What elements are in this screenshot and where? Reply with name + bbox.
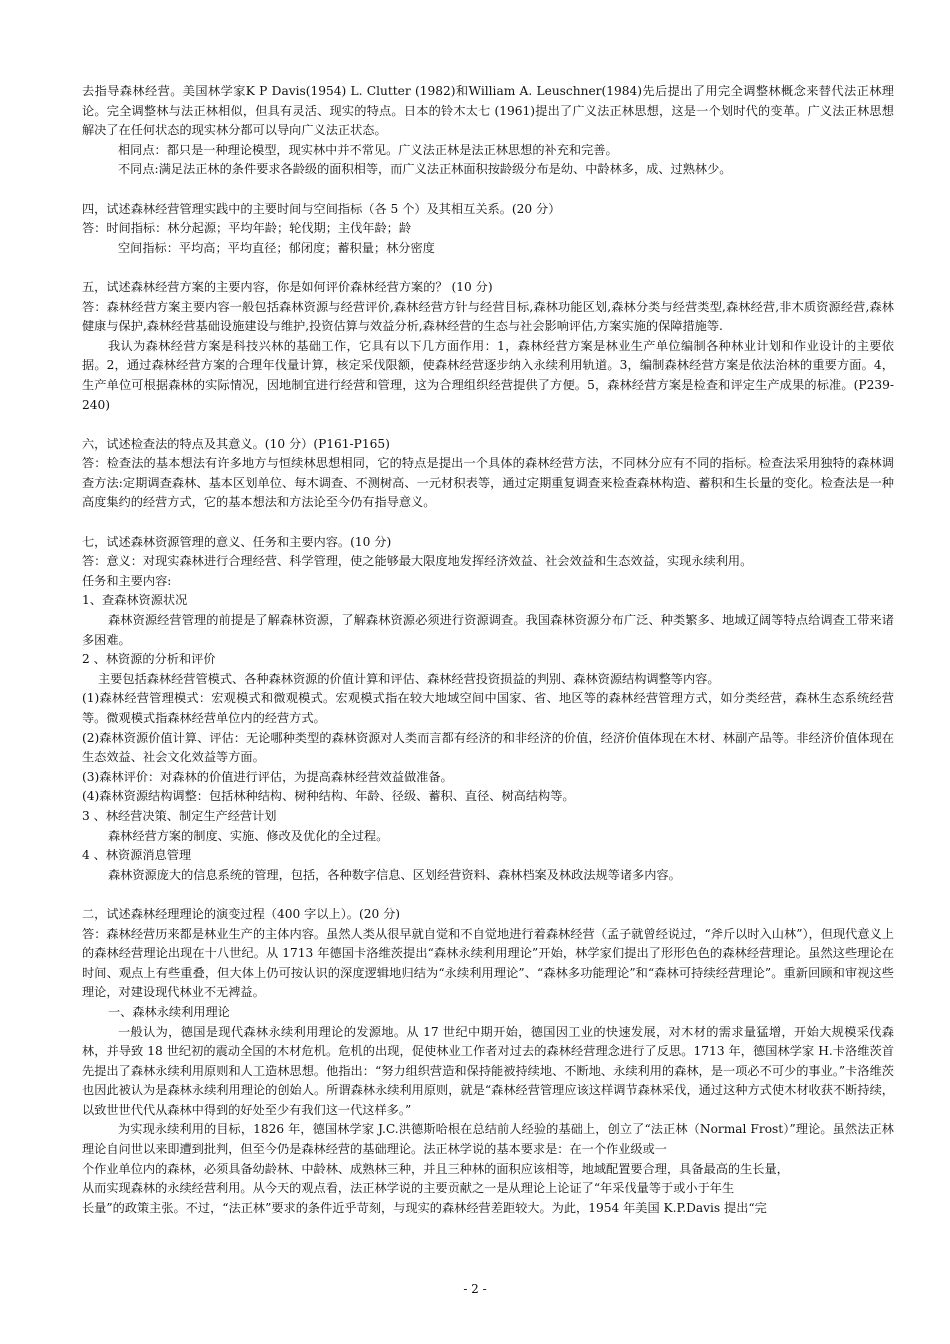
paragraph: 为实现永续利用的目标，1826 年，德国林学家 J.C.洪德斯哈根在总结前人经验的基础上，创立了“法正林（Normal Frost）”理论。虽然法正林理论自问世以来即遭到批判，但至今仍是森林经营的基础理论。法正林学说的基本要求是：在一个作业级或一 <box>82 1122 894 1157</box>
paragraph: (1)森林经营管理模式：宏观模式和微观模式。宏观模式指在较大地域空间中国家、省、地区等的森林经营管理方式，如分类经营，森林生态系统经营等。微观模式指森林经营单位内的经营方式。 <box>82 691 894 725</box>
paragraph: 答：森林经营历来都是林业生产的主体内容。虽然人类从很早就自觉和不自觉地进行着森林经营（孟子就曾经说过，“斧斤以时入山林”），但现代意义上的森林经营理论出现在十八世纪。从 1713 年德国卡洛维茨提出“森林永续利用理论”开始，林学家们提出了形形色色的森林经营理论。虽然这些理论在时间、观点上有些重叠，但大体上仍可按认识的深度逻辑地归结为“永续利用理论”、“森林多功能理论”和“森林可持续经营理论”。重新回顾和审视这些理论，对建设现代林业不无裨益。 <box>82 926 894 1000</box>
paragraph: 我认为森林经营方案是科技兴林的基础工作，它具有以下几方面作用：1，森林经营方案是林业生产单位编制各种林业计划和作业设计的主要依据。2，通过森林经营方案的合理年伐量计算，核定采伐限额，使森林经营逐步纳入永续利用轨道。3，编制森林经营方案是依法治林的重要方面。4，生产单位可根据森林的实际情况，因地制宜进行经营和管理，这为合理组织经营提供了方便。5，森林经营方案是检查和评定生产成果的标准。(P239-240) <box>82 338 894 412</box>
blank-line <box>82 513 894 533</box>
paragraph: 七，试述森林资源管理的意义、任务和主要内容。(10 分) <box>82 534 392 549</box>
blank-line <box>82 415 894 435</box>
paragraph: 答：意义：对现实森林进行合理经营、科学管理，使之能够最大限度地发挥经济效益、社会效益和生态效益，实现永续利用。 <box>82 554 753 569</box>
paragraph: (2)森林资源价值计算、评估：无论哪种类型的森林资源对人类而言都有经济的和非经济的价值，经济价值体现在木材、林副产品等。非经济价值体现在生态效益、社会文化效益等方面。 <box>82 730 894 765</box>
paragraph: (3)森林评价：对森林的价值进行评估，为提高森林经营效益做准备。 <box>82 769 453 784</box>
paragraph: 主要包括森林经营管模式、各种森林资源的价值计算和评估、森林经营投资损益的判别、森林资源结构调整等内容。 <box>98 671 720 686</box>
paragraph: 去指导森林经营。美国林学家K P Davis(1954) L. Clutter (1982)和William A. Leuschner(1984)先后提出了用完全调整林概念来替代法正林理论。完全调整林与法正林相似，但具有灵活、现实的特点。日本的铃木太七 (1961)提出了广义法正林思想，这是一个划时代的变革。广义法正林思想解决了在任何状态的现实林分都可以导向广义法正状态。 <box>82 84 894 138</box>
paragraph: 一般认为，德国是现代森林永续利用理论的发源地。从 17 世纪中期开始，德国因工业的快速发展，对木材的需求量猛增，开始大规模采伐森林，并导致 18 世纪初的震动全国的木材危机。危机的出现，促使林业工作者对过去的森林经营理念进行了反思。1713 年，德国林学家 H.卡洛维茨首先提出了森林永续利用原则和人工造林思想。他指出：“努力组织营造和保持能被持续地、不断地、永续利用的森林，是一项必不可少的事业。”卡洛维茨也因此被认为是森林永续利用理论的创始人。所谓森林永续利用原则，就是“森林经营管理应该这样调节森林采伐，通过这种方式使木材收获不断持续，以致世世代代从森林中得到的好处至少有我们这一代这样多。” <box>82 1024 894 1117</box>
paragraph: 不同点:满足法正林的条件要求各龄级的面积相等，而广义法正林面积按龄级分布是幼、中龄林多，成、过熟林少。 <box>118 162 732 177</box>
paragraph: 森林资源经营管理的前提是了解森林资源，了解森林资源必须进行资源调查。我国森林资源分布广泛、种类繁多、地域辽阔等特点给调查工带来诸多困难。 <box>82 613 894 647</box>
paragraph: 森林经营方案的制度、实施、修改及优化的全过程。 <box>108 828 389 843</box>
paragraph: 五，试述森林经营方案的主要内容，你是如何评价森林经营方案的？ (10 分) <box>82 279 493 294</box>
paragraph: 任务和主要内容: <box>82 573 172 588</box>
paragraph: 二，试述森林经理理论的演变过程（400 字以上）。(20 分) <box>82 906 401 921</box>
paragraph: 1、查森林资源状况 <box>82 593 188 608</box>
paragraph: 答：森林经营方案主要内容一般包括森林资源与经营评价,森林经营方针与经营目标,森林功能区划,森林分类与经营类型,森林经营,非木质资源经营,森林健康与保护,森林经营基础设施建设与维护,投资估算与效益分析,森林经营的生态与社会影响评估,方案实施的保障措施等. <box>82 299 894 334</box>
paragraph: 长量”的政策主张。不过，“法正林”要求的条件近乎苛刻，与现实的森林经营差距较大。为此，1954 年美国 K.P.Davis 提出“完 <box>82 1200 767 1215</box>
blank-line <box>82 180 894 200</box>
blank-line <box>82 885 894 905</box>
paragraph: 一、森林永续利用理论 <box>108 1004 230 1019</box>
paragraph: 六，试述检查法的特点及其意义。(10 分）(P161-P165) <box>82 436 390 451</box>
paragraph: 答：检查法的基本想法有许多地方与恒续林思想相同，它的特点是提出一个具体的森林经营方法，不同林分应有不同的指标。检查法采用独特的森林调查方法:定期调查森林、基本区划单位、每木调查、不测树高、一元材积表等，通过定期重复调查来检查森林构造、蓄积和生长量的变化。检查法是一种高度集约的经营方式，它的基本想法和方法论至今仍有指导意义。 <box>82 456 894 510</box>
paragraph: 3 、林经营决策、制定生产经营计划 <box>82 808 277 823</box>
paragraph: 空间指标：平均高；平均直径；郁闭度；蓄积量；林分密度 <box>118 240 435 255</box>
paragraph: 个作业单位内的森林，必须具备幼龄林、中龄林、成熟林三种，并且三种林的面积应该相等，地域配置要合理，具备最高的生长量，从而实现森林的永续经营利用。从今天的观点看，法正林学说的主要贡献之一是从理论上论证了“年采伐量等于或小于年生 <box>82 1161 789 1196</box>
blank-line <box>82 258 894 278</box>
paragraph: 2 、林资源的分析和评价 <box>82 652 216 667</box>
paragraph: 森林资源庞大的信息系统的管理，包括，各种数字信息、区划经营资料、森林档案及林政法规等诸多内容。 <box>108 867 681 882</box>
paragraph: 答：时间指标：林分起源；平均年龄；轮伐期；主伐年龄；龄 <box>82 221 412 236</box>
paragraph: 相同点：都只是一种理论模型，现实林中并不常见。广义法正林是法正林思想的补充和完善。 <box>118 142 618 157</box>
page-number: - 2 - <box>463 1282 487 1296</box>
document-page <box>82 82 894 1218</box>
paragraph: 四，试述森林经营管理实践中的主要时间与空间指标（各 5 个）及其相互关系。(20 分） <box>82 201 561 216</box>
paragraph: 4 、林资源消息管理 <box>82 848 192 863</box>
paragraph: (4)森林资源结构调整：包括林种结构、树种结构、年龄、径级、蓄积、直径、树高结构等。 <box>82 789 575 804</box>
